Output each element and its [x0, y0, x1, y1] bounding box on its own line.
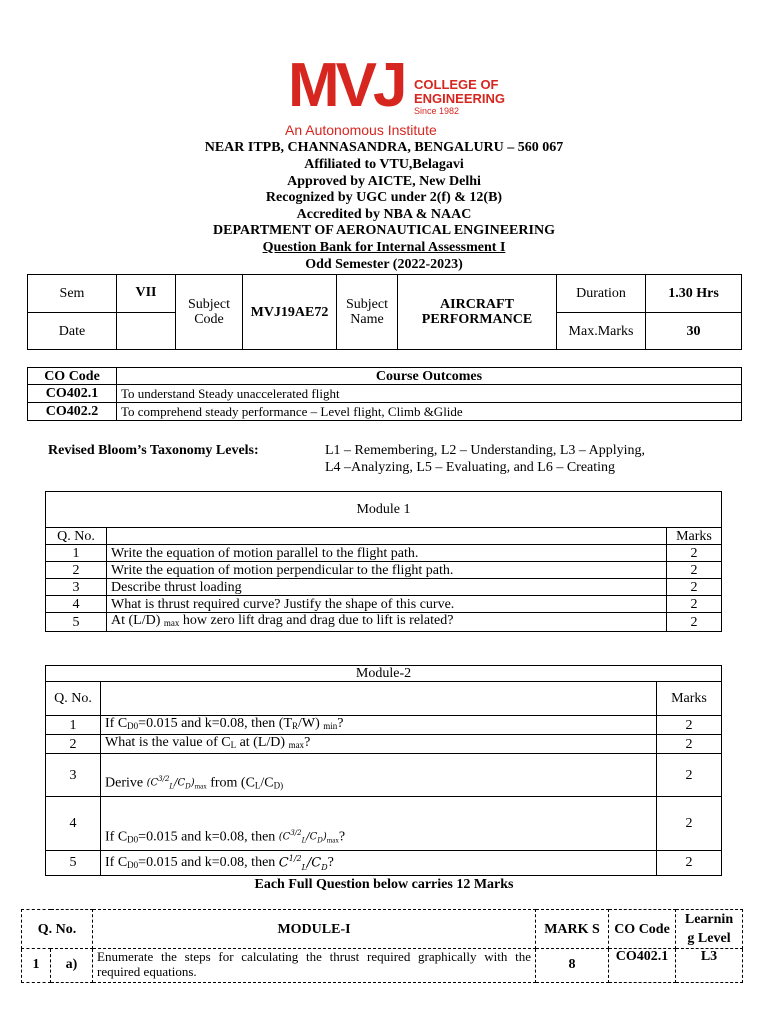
q-part: If C: [105, 716, 128, 731]
affiliation: Affiliated to VTU,Belagavi: [304, 157, 464, 172]
q-sub: max: [163, 618, 180, 628]
sem-value: VII: [117, 275, 176, 313]
co-code: CO402.2: [28, 403, 117, 421]
frac-den: C: [177, 776, 186, 788]
table-row: [46, 851, 722, 876]
course-outcomes-header: Course Outcomes: [117, 368, 742, 385]
question-text: [107, 613, 667, 632]
qno-header: Q. No.: [46, 682, 101, 716]
q-part: ?: [337, 716, 344, 731]
max-marks-label: Max.Marks: [557, 313, 646, 350]
q-sub: L: [254, 780, 261, 790]
q-sub: D0: [127, 834, 139, 844]
q-part: If C: [105, 829, 128, 844]
q-part: ?: [338, 829, 346, 844]
marks-header: Marks: [657, 682, 722, 716]
table-row: [22, 949, 743, 983]
question-text: [101, 797, 657, 851]
question-bank-title: Question Bank for Internal Assessment I: [262, 240, 506, 255]
qno: 4: [46, 797, 101, 851]
subject-name-label: Subject Name: [337, 275, 398, 350]
question-text: Write the equation of motion parallel to the flight path.: [107, 545, 667, 562]
q-part: =0.015 and k=0.08, then: [138, 855, 276, 871]
q-sub: D0: [127, 721, 139, 731]
marks-header: Marks: [667, 528, 722, 545]
co-code: CO402.1: [28, 385, 117, 403]
logo-college-line2: ENGINEERING: [414, 91, 506, 106]
q-part: What is the value of C: [105, 735, 231, 750]
question-header: [101, 682, 657, 716]
approval: Approved by AICTE, New Delhi: [287, 174, 481, 189]
marks: 2: [657, 735, 722, 754]
marks: 2: [667, 596, 722, 613]
module2-title: Module-2: [46, 666, 722, 682]
recognition: Recognized by UGC under 2(f) & 12(B): [265, 190, 503, 205]
q-sub: D0: [127, 860, 139, 871]
q-sub: min: [323, 721, 338, 731]
frac-num-sub: L: [169, 781, 175, 790]
blooms-line1: L1 – Remembering, L2 – Understanding, L3 – Applying,: [325, 443, 646, 458]
semester: Odd Semester (2022-2023): [305, 257, 463, 272]
q-part: ?: [327, 855, 334, 871]
q-part: Derive: [105, 775, 144, 790]
module2-table: [45, 665, 722, 876]
q-part: =0.015 and k=0.08, then (T: [138, 716, 292, 731]
qno-header: Q. No.: [22, 910, 93, 949]
blooms-line2: L4 –Analyzing, L5 – Evaluating, and L6 – Creating: [325, 460, 616, 475]
table-row: [46, 579, 722, 596]
q-part: at (L/D): [236, 735, 286, 750]
table-row: [46, 596, 722, 613]
question-text: Enumerate the steps for calculating the thrust required graphically with the required equations.: [93, 949, 536, 983]
subject-code-value: MVJ19AE72: [243, 275, 337, 350]
module-header: MODULE-I: [93, 910, 536, 949]
question-text: [101, 735, 657, 754]
cl12-cd-expression: [279, 851, 328, 875]
table-row: [46, 562, 722, 579]
marks: 2: [657, 716, 722, 735]
date-label: Date: [28, 313, 117, 350]
question-header: [107, 528, 667, 545]
logo-mark-text: MVJ: [288, 51, 404, 120]
question-number: 1: [22, 949, 51, 983]
department: DEPARTMENT OF AERONAUTICAL ENGINEERING: [213, 223, 555, 238]
question-text: Write the equation of motion perpendicular to the flight path.: [107, 562, 667, 579]
question-text: What is thrust required curve? Justify the shape of this curve.: [107, 596, 667, 613]
qno: 2: [46, 562, 107, 579]
qno: 4: [46, 596, 107, 613]
marks: 2: [657, 754, 722, 797]
table-row: [28, 385, 742, 403]
q-part: ?: [304, 735, 311, 750]
question-text: [101, 851, 657, 876]
q-part: /W): [298, 716, 320, 731]
logo-college-name: [414, 78, 505, 106]
logo-autonomous: An Autonomous Institute: [285, 122, 437, 138]
duration-label: Duration: [557, 275, 646, 313]
full-question-note: Each Full Question below carries 12 Marks: [254, 877, 514, 892]
address: NEAR ITPB, CHANNASANDRA, BENGALURU – 560 067: [204, 140, 564, 155]
table-row: [46, 545, 722, 562]
marks: 2: [657, 851, 722, 876]
course-info-table: [27, 274, 742, 350]
frac-cl-sub: L: [301, 862, 307, 872]
cl32-cd-fraction: $(C^{3/2}_L/C_D)$: [146, 774, 195, 790]
qno: 1: [46, 716, 101, 735]
q-part: how zero lift drag and drag due to lift is related?: [179, 613, 454, 628]
frac-cd-sub: D: [321, 862, 328, 872]
q-sub: R: [292, 721, 299, 731]
q-part: =0.015 and k=0.08, then: [138, 829, 276, 844]
table-row: [28, 403, 742, 421]
co-text: To comprehend steady performance – Level flight, Climb &Glide: [117, 403, 742, 421]
frac-num: C: [150, 776, 159, 788]
marks: 2: [667, 562, 722, 579]
full-questions-table: [21, 909, 743, 983]
max-marks-value: 30: [646, 313, 742, 350]
co-code-header: CO Code: [28, 368, 117, 385]
module1-title: Module 1: [46, 492, 722, 528]
logo-college-line1: COLLEGE OF: [414, 77, 499, 92]
marks-header: MARK S: [536, 910, 609, 949]
logo-since: Since 1982: [414, 106, 460, 116]
frac-cl-sup: 1/2: [288, 854, 302, 863]
table-row: [46, 754, 722, 797]
co-code: CO402.1: [609, 949, 676, 983]
marks: 2: [657, 797, 722, 851]
q-sub: max: [326, 836, 339, 844]
frac-cd: /C: [306, 855, 322, 871]
marks: 2: [667, 545, 722, 562]
frac-den-sub: D: [185, 781, 191, 790]
q-part: If C: [105, 855, 128, 871]
q-part: from (C: [210, 775, 255, 790]
question-text: [101, 754, 657, 797]
qno: 1: [46, 545, 107, 562]
marks: 2: [667, 613, 722, 632]
duration-value: 1.30 Hrs: [646, 275, 742, 313]
question-text: [101, 716, 657, 735]
q-sub: max: [288, 740, 305, 750]
qno: 3: [46, 754, 101, 797]
accreditation: Accredited by NBA & NAAC: [296, 207, 472, 222]
learning-level: L3: [676, 949, 743, 983]
qno: 2: [46, 735, 101, 754]
co-code-header: CO Code: [609, 910, 676, 949]
frac-num-sup: 3/2: [158, 774, 170, 783]
blooms-label: Revised Bloom’s Taxonomy Levels:: [48, 443, 259, 458]
qno: 5: [46, 851, 101, 876]
question-part: a): [51, 949, 93, 983]
qno: 5: [46, 613, 107, 632]
marks: 2: [667, 579, 722, 596]
q-part: /C: [260, 775, 274, 790]
date-value: [117, 313, 176, 350]
qno: 3: [46, 579, 107, 596]
table-row: [46, 735, 722, 754]
cl32-cd-fraction: $(C^{3/2}_L/C_D)$: [278, 828, 327, 844]
college-logo: [285, 50, 510, 140]
learning-level-header: Learnin g Level: [676, 910, 743, 949]
q-part: At (L/D): [111, 613, 161, 628]
module1-table: [45, 491, 722, 632]
table-row: [46, 797, 722, 851]
logo-mark: [288, 51, 404, 120]
subject-name-value: AIRCRAFT PERFORMANCE: [398, 275, 557, 350]
course-outcomes-table: [27, 367, 742, 421]
table-row: [46, 716, 722, 735]
frac-num-sub: L: [301, 835, 307, 844]
q-sub: D): [273, 780, 284, 790]
q-sub: L: [230, 740, 237, 750]
subject-code-label: Subject Code: [176, 275, 243, 350]
co-text: To understand Steady unaccelerated flight: [117, 385, 742, 403]
frac-num-sup: 3/2: [290, 828, 302, 837]
q-sub: max: [194, 782, 207, 790]
marks: 8: [536, 949, 609, 983]
sem-label: Sem: [28, 275, 117, 313]
table-row: [46, 613, 722, 632]
frac-den-sub: D: [317, 835, 323, 844]
frac-cl: C: [278, 855, 289, 871]
question-text: Describe thrust loading: [107, 579, 667, 596]
qno-header: Q. No.: [46, 528, 107, 545]
